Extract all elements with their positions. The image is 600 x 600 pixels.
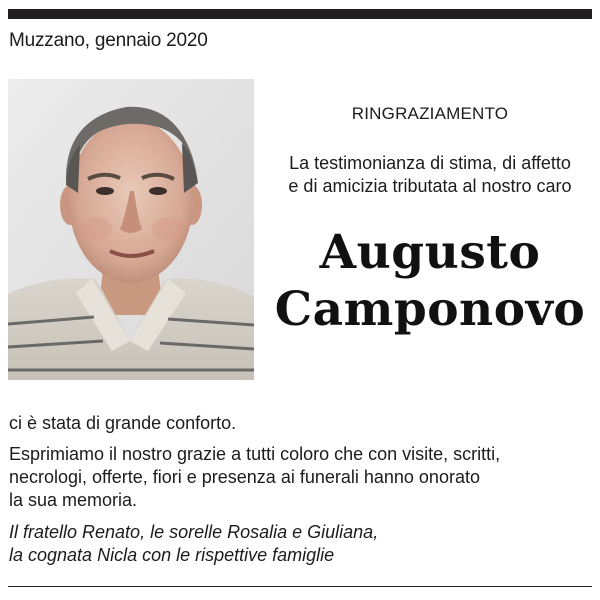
portrait-photo <box>8 79 254 380</box>
deceased-first-name: Augusto <box>319 225 541 280</box>
signature-line: la cognata Nicla con le rispettive famiglie <box>9 545 335 565</box>
signature-line: Il fratello Renato, le sorelle Rosalia e Giuliana, <box>9 522 379 542</box>
thanks-paragraph <box>9 443 593 512</box>
bottom-rule <box>8 586 592 587</box>
dateline: Muzzano, gennaio 2020 <box>9 30 208 51</box>
family-signature <box>9 521 593 567</box>
top-rule <box>8 9 592 19</box>
intro-line: La testimonianza di stima, di affetto <box>289 153 571 173</box>
thanks-line: Esprimiamo il nostro grazie a tutti coloro che con visite, scritti, <box>9 444 501 464</box>
deceased-last-name: Camponovo <box>274 282 586 337</box>
intro-text <box>272 152 588 198</box>
comfort-line: ci è stata di grande conforto. <box>9 413 237 433</box>
notice-heading: RINGRAZIAMENTO <box>351 104 509 123</box>
thanks-line: necrologi, offerte, fiori e presenza ai funerali hanno onorato <box>9 467 480 487</box>
intro-line: e di amicizia tributata al nostro caro <box>288 176 572 196</box>
portrait-image <box>8 79 254 380</box>
thanks-line: la sua memoria. <box>9 490 138 510</box>
